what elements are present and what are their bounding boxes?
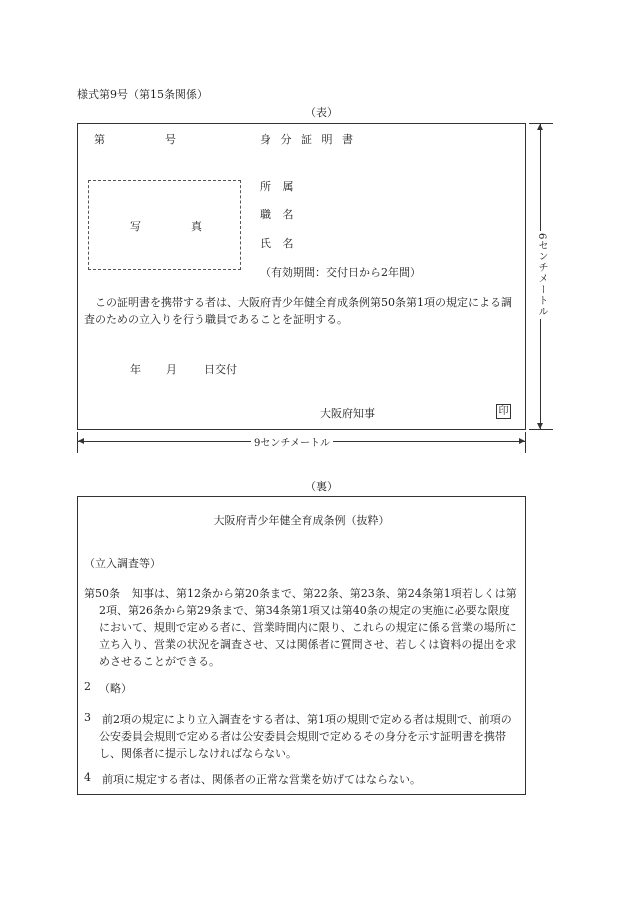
height-dim-bottom-tick bbox=[529, 429, 553, 430]
photo-label-left: 写 bbox=[130, 220, 141, 233]
date-month: 月 bbox=[166, 363, 177, 376]
number-prefix: 第 bbox=[94, 133, 105, 146]
validity-period: （有効期間：交付日から2年間） bbox=[260, 266, 421, 279]
item2-text: （略） bbox=[99, 682, 132, 695]
width-arrow-left-icon bbox=[78, 438, 84, 444]
back-side-label: （裏） bbox=[305, 480, 338, 493]
field-name: 氏 名 bbox=[260, 237, 298, 250]
photo-label-right: 真 bbox=[191, 220, 202, 233]
date-year: 年 bbox=[130, 363, 141, 376]
article-text: 知事は、第12条から第20条まで、第22条、第23条、第24条第1項若しくは第2項、第26条から第29条まで、第34条第1項又は第40条の規定の実施に必要な限度において、規則で定める者に、営業時間内に限り、これらの規定に係る営業の場所に立ち入り、営業の状況を調査させ、又は関係者に質問させ、若しくは資料の提出を求めさせることができる。 bbox=[99, 587, 517, 668]
item4-text: 前項に規定する者は、関係者の正常な営業を妨げてはならない。 bbox=[102, 773, 421, 786]
seal-mark: 印 bbox=[496, 404, 511, 419]
field-affiliation: 所 属 bbox=[260, 180, 298, 193]
back-title: 大阪府青少年健全育成条例（抜粋） bbox=[213, 514, 390, 527]
item2-number: 2 bbox=[84, 680, 91, 693]
number-suffix: 号 bbox=[165, 133, 176, 146]
item4-number: 4 bbox=[84, 771, 91, 784]
field-position: 職 名 bbox=[260, 208, 298, 221]
photo-placeholder bbox=[88, 180, 241, 270]
card-title: 身 分 証 明 書 bbox=[260, 133, 356, 146]
section-heading: （立入調査等） bbox=[84, 557, 161, 570]
item3-text: 前2項の規定により立入調査をする者は、第1項の規則で定める者は規則で、前項の公安委員会規則で定める者は公安委員会規則で定めるその身分を示す証明書を携帯し、関係者に提示しなければならない。 bbox=[99, 713, 512, 760]
front-side-label: （表） bbox=[305, 106, 338, 119]
item3-number: 3 bbox=[84, 711, 91, 724]
width-arrow-right-icon bbox=[519, 438, 525, 444]
height-arrow-up-icon bbox=[537, 124, 543, 130]
article-label: 第50条 bbox=[84, 587, 120, 600]
width-dimension-label: 9センチメートル bbox=[251, 434, 333, 449]
issuer-name: 大阪府知事 bbox=[320, 407, 375, 420]
height-dimension-label: 6センチメートル bbox=[536, 233, 547, 318]
width-dim-right-tick bbox=[525, 432, 526, 453]
form-label: 様式第9号（第15条関係） bbox=[77, 88, 208, 101]
certification-statement: この証明書を携帯する者は、大阪府青少年健全育成条例第50条第1項の規定による調査のための立入りを行う職員であることを証明する。 bbox=[84, 296, 512, 326]
height-arrow-down-icon bbox=[537, 423, 543, 429]
date-issued: 日交付 bbox=[204, 363, 237, 376]
